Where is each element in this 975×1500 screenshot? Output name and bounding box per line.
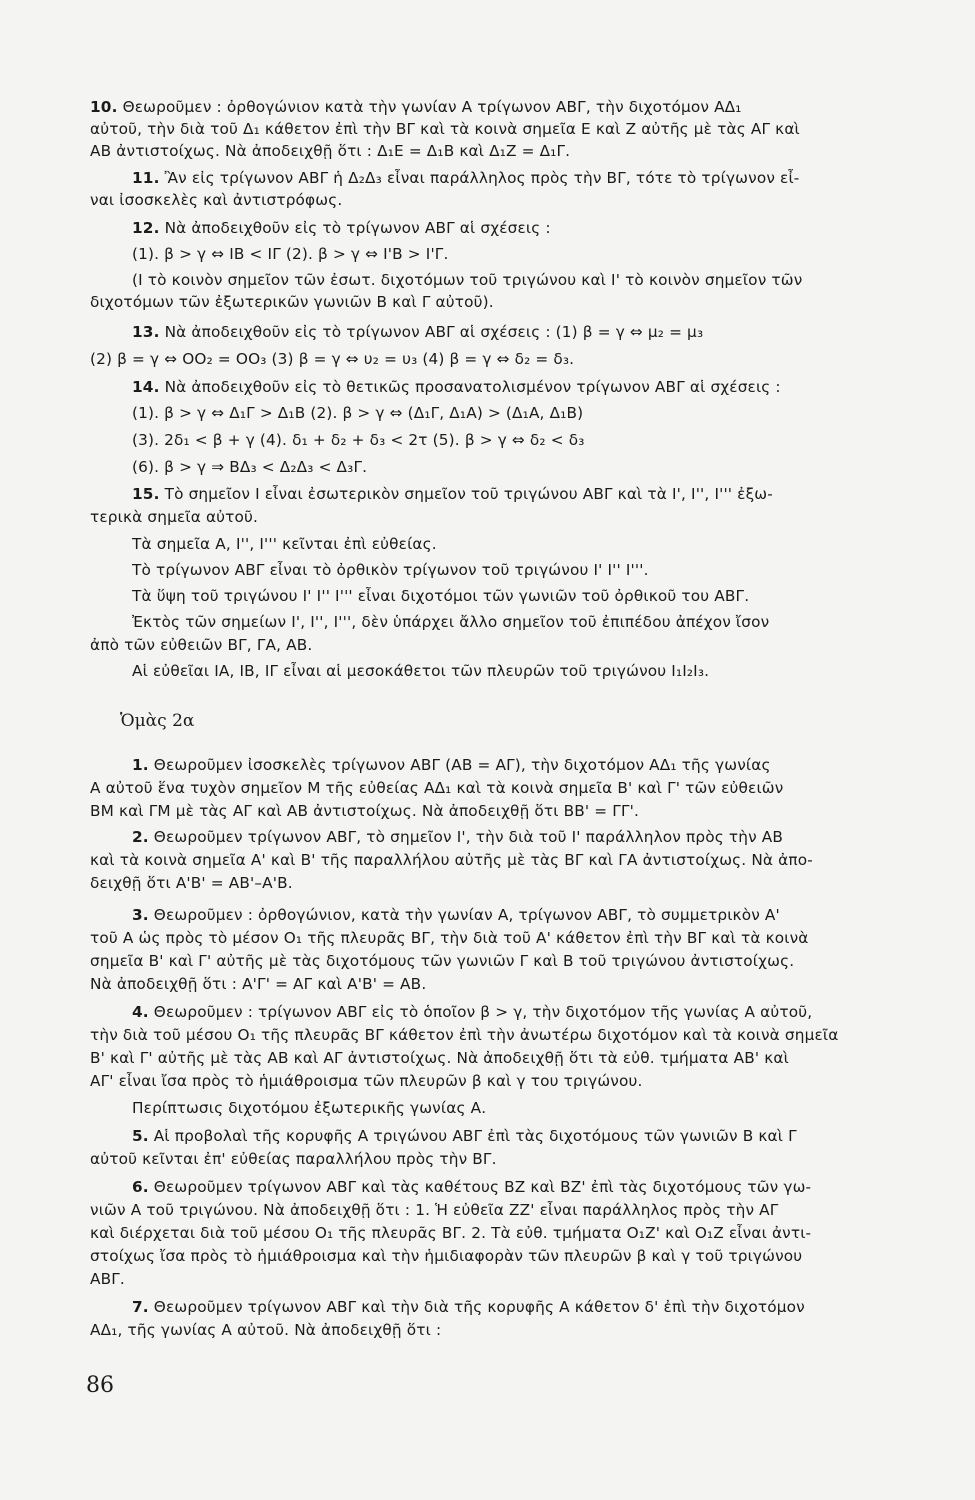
exercise-number: 12. (132, 219, 160, 237)
text-line: 5. Αἱ προβολαὶ τῆς κορυφῆς Α τριγώνου ΑΒΓ ἐπὶ τὰς διχοτόμους τῶν γωνιῶν Β καὶ Γ (132, 1127, 797, 1145)
text-line: 15. Τὸ σημεῖον Ι εἶναι ἐσωτερικὸν σημεῖον τοῦ τριγώνου ΑΒΓ καὶ τὰ Ι', Ι'', Ι''' ἐξω- (132, 485, 773, 503)
exercise-number: 4. (132, 1003, 149, 1021)
exercise-number: 15. (132, 485, 160, 503)
text-line: 10. Θεωροῦμεν : ὀρθογώνιον κατὰ τὴν γωνίαν Α τρίγωνον ΑΒΓ, τὴν διχοτόμον ΑΔ₁ (90, 98, 742, 116)
exercise-number: 14. (132, 378, 160, 396)
text-line: (1). β > γ ⇔ Δ₁Γ > Δ₁Β (2). β > γ ⇔ (Δ₁Γ, Δ₁Α) > (Δ₁Α, Δ₁Β) (132, 404, 584, 422)
text-line: 13. Νὰ ἀποδειχθοῦν εἰς τὸ τρίγωνον ΑΒΓ αἱ σχέσεις : (1) β = γ ⇔ μ₂ = μ₃ (132, 323, 704, 341)
text-line: Α αὐτοῦ ἕνα τυχὸν σημεῖον Μ τῆς εὐθείας ΑΔ₁ καὶ τὰ κοινὰ σημεῖα Β' καὶ Γ' τῶν εὐθειῶν (90, 779, 784, 797)
text-line: ἀπὸ τῶν εὐθειῶν ΒΓ, ΓΑ, ΑΒ. (90, 636, 313, 654)
text-line: Ἐκτὸς τῶν σημείων Ι', Ι'', Ι''', δὲν ὑπάρχει ἄλλο σημεῖον τοῦ ἐπιπέδου ἀπέχον ἴσον (132, 613, 770, 631)
text-line: Τὸ τρίγωνον ΑΒΓ εἶναι τὸ ὀρθικὸν τρίγωνον τοῦ τριγώνου Ι' Ι'' Ι'''. (132, 561, 649, 579)
text-line: καὶ διέρχεται διὰ τοῦ μέσου Ο₁ τῆς πλευρᾶς ΒΓ. 2. Τὰ εὐθ. τμήματα Ο₁Ζ' καὶ Ο₁Ζ εἶναι ἀντι- (90, 1224, 812, 1242)
exercise-number: 6. (132, 1178, 149, 1196)
text-line: Περίπτωσις διχοτόμου ἐξωτερικῆς γωνίας Α. (132, 1099, 487, 1117)
text-line: 3. Θεωροῦμεν : ὀρθογώνιον, κατὰ τὴν γωνίαν Α, τρίγωνον ΑΒΓ, τὸ συμμετρικὸν Α' (132, 906, 780, 924)
text-line: τοῦ Α ὡς πρὸς τὸ μέσον Ο₁ τῆς πλευρᾶς ΒΓ, τὴν διὰ τοῦ Α' κάθετον ἐπὶ τὴν ΒΓ καὶ τὰ κοινὰ (90, 929, 809, 947)
text-line: αὐτοῦ κεῖνται ἐπ' εὐθείας παραλλήλου πρὸς τὴν ΒΓ. (90, 1150, 497, 1168)
text-line: 11. Ἂν εἰς τρίγωνον ΑΒΓ ἡ Δ₂Δ₃ εἶναι παράλληλος πρὸς τὴν ΒΓ, τότε τὸ τρίγωνον εἶ- (132, 169, 800, 187)
text-line: 6. Θεωροῦμεν τρίγωνον ΑΒΓ καὶ τὰς καθέτους ΒΖ καὶ ΒΖ' ἐπὶ τὰς διχοτόμους τῶν γω- (132, 1178, 812, 1196)
exercise-number: 7. (132, 1298, 149, 1316)
text-line: 12. Νὰ ἀποδειχθοῦν εἰς τὸ τρίγωνον ΑΒΓ αἱ σχέσεις : (132, 219, 551, 237)
text-line: 7. Θεωροῦμεν τρίγωνον ΑΒΓ καὶ τὴν διὰ τῆς κορυφῆς Α κάθετον δ' ἐπὶ τὴν διχοτόμον (132, 1298, 805, 1316)
text-line: καὶ τὰ κοινὰ σημεῖα Α' καὶ Β' τῆς παραλλήλου αὐτῆς μὲ τὰς ΒΓ καὶ ΓΑ ἀντιστοίχως. Νὰ ἀπο- (90, 851, 813, 869)
text-line: Νὰ ἀποδειχθῇ ὅτι : Α'Γ' = ΑΓ καὶ Α'Β' = ΑΒ. (90, 975, 427, 993)
section-heading: Ὁμὰς 2α (120, 711, 195, 731)
text-line: Τὰ ὕψη τοῦ τριγώνου Ι' Ι'' Ι''' εἶναι διχοτόμοι τῶν γωνιῶν τοῦ ὀρθικοῦ του ΑΒΓ. (132, 587, 750, 605)
exercise-number: 10. (90, 98, 118, 116)
text-line: τὴν διὰ τοῦ μέσου Ο₁ τῆς πλευρᾶς ΒΓ κάθετον ἐπὶ τὴν ἀνωτέρω διχοτόμον καὶ τὰ κοινὰ σημεῖα (90, 1026, 839, 1044)
text-line: 4. Θεωροῦμεν : τρίγωνον ΑΒΓ εἰς τὸ ὁποῖον β > γ, τὴν διχοτόμον τῆς γωνίας Α αὐτοῦ, (132, 1003, 813, 1021)
text-line: τερικὰ σημεῖα αὐτοῦ. (90, 508, 259, 526)
text-line: σημεῖα Β' καὶ Γ' αὐτῆς μὲ τὰς διχοτόμους τῶν γωνιῶν Γ καὶ Β τοῦ τριγώνου ἀντιστοίχως. (90, 952, 795, 970)
text-line: διχοτόμων τῶν ἐξωτερικῶν γωνιῶν Β καὶ Γ αὐτοῦ). (90, 293, 494, 311)
page-number: 86 (86, 1373, 114, 1398)
text-line: ναι ἰσοσκελὲς καὶ ἀντιστρόφως. (90, 191, 343, 209)
text-line: (3). 2δ₁ < β + γ (4). δ₁ + δ₂ + δ₃ < 2τ (5). β > γ ⇔ δ₂ < δ₃ (132, 431, 585, 449)
text-line: Τὰ σημεῖα Α, Ι'', Ι''' κεῖνται ἐπὶ εὐθείας. (132, 535, 437, 553)
exercise-number: 13. (132, 323, 160, 341)
text-line: ΑΒΓ. (90, 1270, 125, 1288)
text-line: (2) β = γ ⇔ ΟΟ₂ = ΟΟ₃ (3) β = γ ⇔ υ₂ = υ₃ (4) β = γ ⇔ δ₂ = δ₃. (90, 350, 575, 368)
text-line: 14. Νὰ ἀποδειχθοῦν εἰς τὸ θετικῶς προσανατολισμένον τρίγωνον ΑΒΓ αἱ σχέσεις : (132, 378, 781, 396)
text-line: νιῶν Α τοῦ τριγώνου. Νὰ ἀποδειχθῇ ὅτι : 1. Ἡ εὐθεῖα ΖΖ' εἶναι παράλληλος πρὸς τὴν ΑΓ (90, 1201, 779, 1219)
exercise-number: 5. (132, 1127, 149, 1145)
text-line: αὐτοῦ, τὴν διὰ τοῦ Δ₁ κάθετον ἐπὶ τὴν ΒΓ καὶ τὰ κοινὰ σημεῖα Ε καὶ Ζ αὐτῆς μὲ τὰς ΑΓ καὶ (90, 120, 800, 138)
text-line: 2. Θεωροῦμεν τρίγωνον ΑΒΓ, τὸ σημεῖον Ι', τὴν διὰ τοῦ Ι' παράλληλον πρὸς τὴν ΑΒ (132, 828, 784, 846)
text-line: ΑΓ' εἶναι ἴσα πρὸς τὸ ἡμιάθροισμα τῶν πλευρῶν β καὶ γ του τριγώνου. (90, 1072, 643, 1090)
exercise-number: 11. (132, 169, 160, 187)
text-line: ΑΒ ἀντιστοίχως. Νὰ ἀποδειχθῇ ὅτι : Δ₁Ε = Δ₁Β καὶ Δ₁Ζ = Δ₁Γ. (90, 142, 571, 160)
text-line: (1). β > γ ⇔ ΙΒ < ΙΓ (2). β > γ ⇔ Ι'Β > Ι'Γ. (132, 245, 449, 263)
exercise-number: 3. (132, 906, 149, 924)
text-line: δειχθῇ ὅτι Α'Β' = ΑΒ'–Α'Β. (90, 874, 293, 892)
text-line: (6). β > γ ⇒ ΒΔ₃ < Δ₂Δ₃ < Δ₃Γ. (132, 458, 368, 476)
exercise-number: 1. (132, 756, 149, 774)
text-line: Β' καὶ Γ' αὐτῆς μὲ τὰς ΑΒ καὶ ΑΓ ἀντιστοίχως. Νὰ ἀποδειχθῇ ὅτι τὰ εὐθ. τμήματα ΑΒ' καὶ (90, 1049, 789, 1067)
text-line: 1. Θεωροῦμεν ἰσοσκελὲς τρίγωνον ΑΒΓ (ΑΒ = ΑΓ), τὴν διχοτόμον ΑΔ₁ τῆς γωνίας (132, 756, 771, 774)
exercise-number: 2. (132, 828, 149, 846)
text-line: ΒΜ καὶ ΓΜ μὲ τὰς ΑΓ καὶ ΑΒ ἀντιστοίχως. Νὰ ἀποδειχθῇ ὅτι ΒΒ' = ΓΓ'. (90, 802, 639, 820)
text-line: Αἱ εὐθεῖαι ΙΑ, ΙΒ, ΙΓ εἶναι αἱ μεσοκάθετοι τῶν πλευρῶν τοῦ τριγώνου Ι₁Ι₂Ι₃. (132, 662, 710, 680)
text-line: ΑΔ₁, τῆς γωνίας Α αὐτοῦ. Νὰ ἀποδειχθῇ ὅτι : (90, 1321, 442, 1339)
text-line: (Ι τὸ κοινὸν σημεῖον τῶν ἐσωτ. διχοτόμων τοῦ τριγώνου καὶ Ι' τὸ κοινὸν σημεῖον τῶν (132, 271, 803, 289)
text-line: στοίχως ἴσα πρὸς τὸ ἡμιάθροισμα καὶ τὴν ἡμιδιαφορὰν τῶν πλευρῶν β καὶ γ τοῦ τριγώνου (90, 1247, 803, 1265)
